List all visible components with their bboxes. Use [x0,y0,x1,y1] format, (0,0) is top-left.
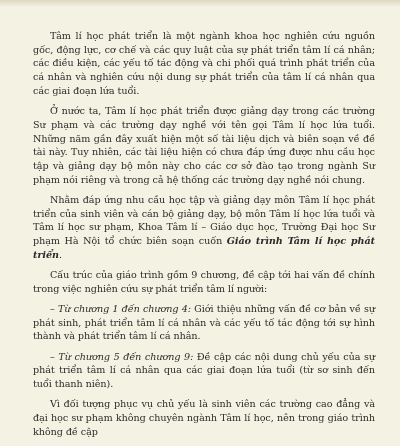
text-run: Cấu trúc của giáo trình gồm 9 chương, đề cập tới hai vấn đề chính trong việc nghiên cứu sự phát triển tâm lí người: [33,270,375,295]
text-run: Nhằm đáp ứng nhu cầu học tập và giảng dạy môn Tâm lí học phát triển của sinh viên và cán bộ giảng dạy, bộ môn Tâm lí học lứa tuổi và Tâm lí học sư phạm, Khoa Tâm lí – Giáo dục học, Trường Đại học Sư phạm Hà Nội tổ chức biên soạn cuốn [33,194,375,248]
emphasized-text: Từ chương 5 đến chương 9: [58,351,194,363]
paragraph-purpose [33,194,375,263]
emphasized-text: Từ chương 1 đến chương 4: [57,304,191,316]
paragraph-context [33,105,375,187]
text-run: Tâm lí học phát triển là một ngành khoa học nghiên cứu nguồn gốc, động lực, cơ chế và các quy luật của sự phát triển tâm lí cá nhân; các điều kiện, các yếu tố tác động và chi phối quá trình phát triển của cá nhân và nghiên cứu nội dung sự phát triển của tâm lí cá nhân qua các giai đoạn lứa tuổi. [33,31,375,97]
document-body [33,30,375,446]
emphasized-text: Giáo trình Tâm lí học phát triển [33,236,375,261]
paragraph-chapters-5-9 [33,351,375,392]
text-run: Đề cập các nội dung chủ yếu của sự phát triển tâm lí cá nhân qua các giai đoạn lứa tuổi (từ sơ sinh đến tuổi thanh niên). [33,351,375,391]
text-run: Giới thiệu những vấn đề cơ bản về sự phát sinh, phát triển tâm lí cá nhân và các yếu tố tác động tới sự hình thành và phát triển tâm lí cá nhân. [33,304,375,343]
text-run: . [58,249,62,261]
text-run: Ở nước ta, Tâm lí học phát triển được giảng dạy trong các trường Sư phạm và các trường dạy nghề với tên gọi Tâm lí học lứa tuổi. Những năm gần đây xuất hiện một số tài liệu dịch và biên soạn về đề tài này. Tuy nhiên, các tài liệu hiện có chưa đáp ứng được nhu cầu học tập và giảng dạy bộ môn này cho các cơ sở đào tạo trong ngành Sư phạm nói riêng và trong cả hệ thống các trường dạy nghề nói chung. [33,106,375,186]
text-run: Vì đối tượng phục vụ chủ yếu là sinh viên các trường cao đẳng và đại học sư phạm không chuyên ngành Tâm lí học, nên trong giáo trình không đề cập [33,399,375,438]
text-run: – [50,351,59,363]
text-run: – [50,304,58,316]
paragraph-definition [33,30,375,99]
paragraph-structure [33,269,375,296]
paragraph-audience [33,398,375,439]
page-top-edge [0,0,400,7]
paragraph-chapters-1-4 [33,303,375,344]
